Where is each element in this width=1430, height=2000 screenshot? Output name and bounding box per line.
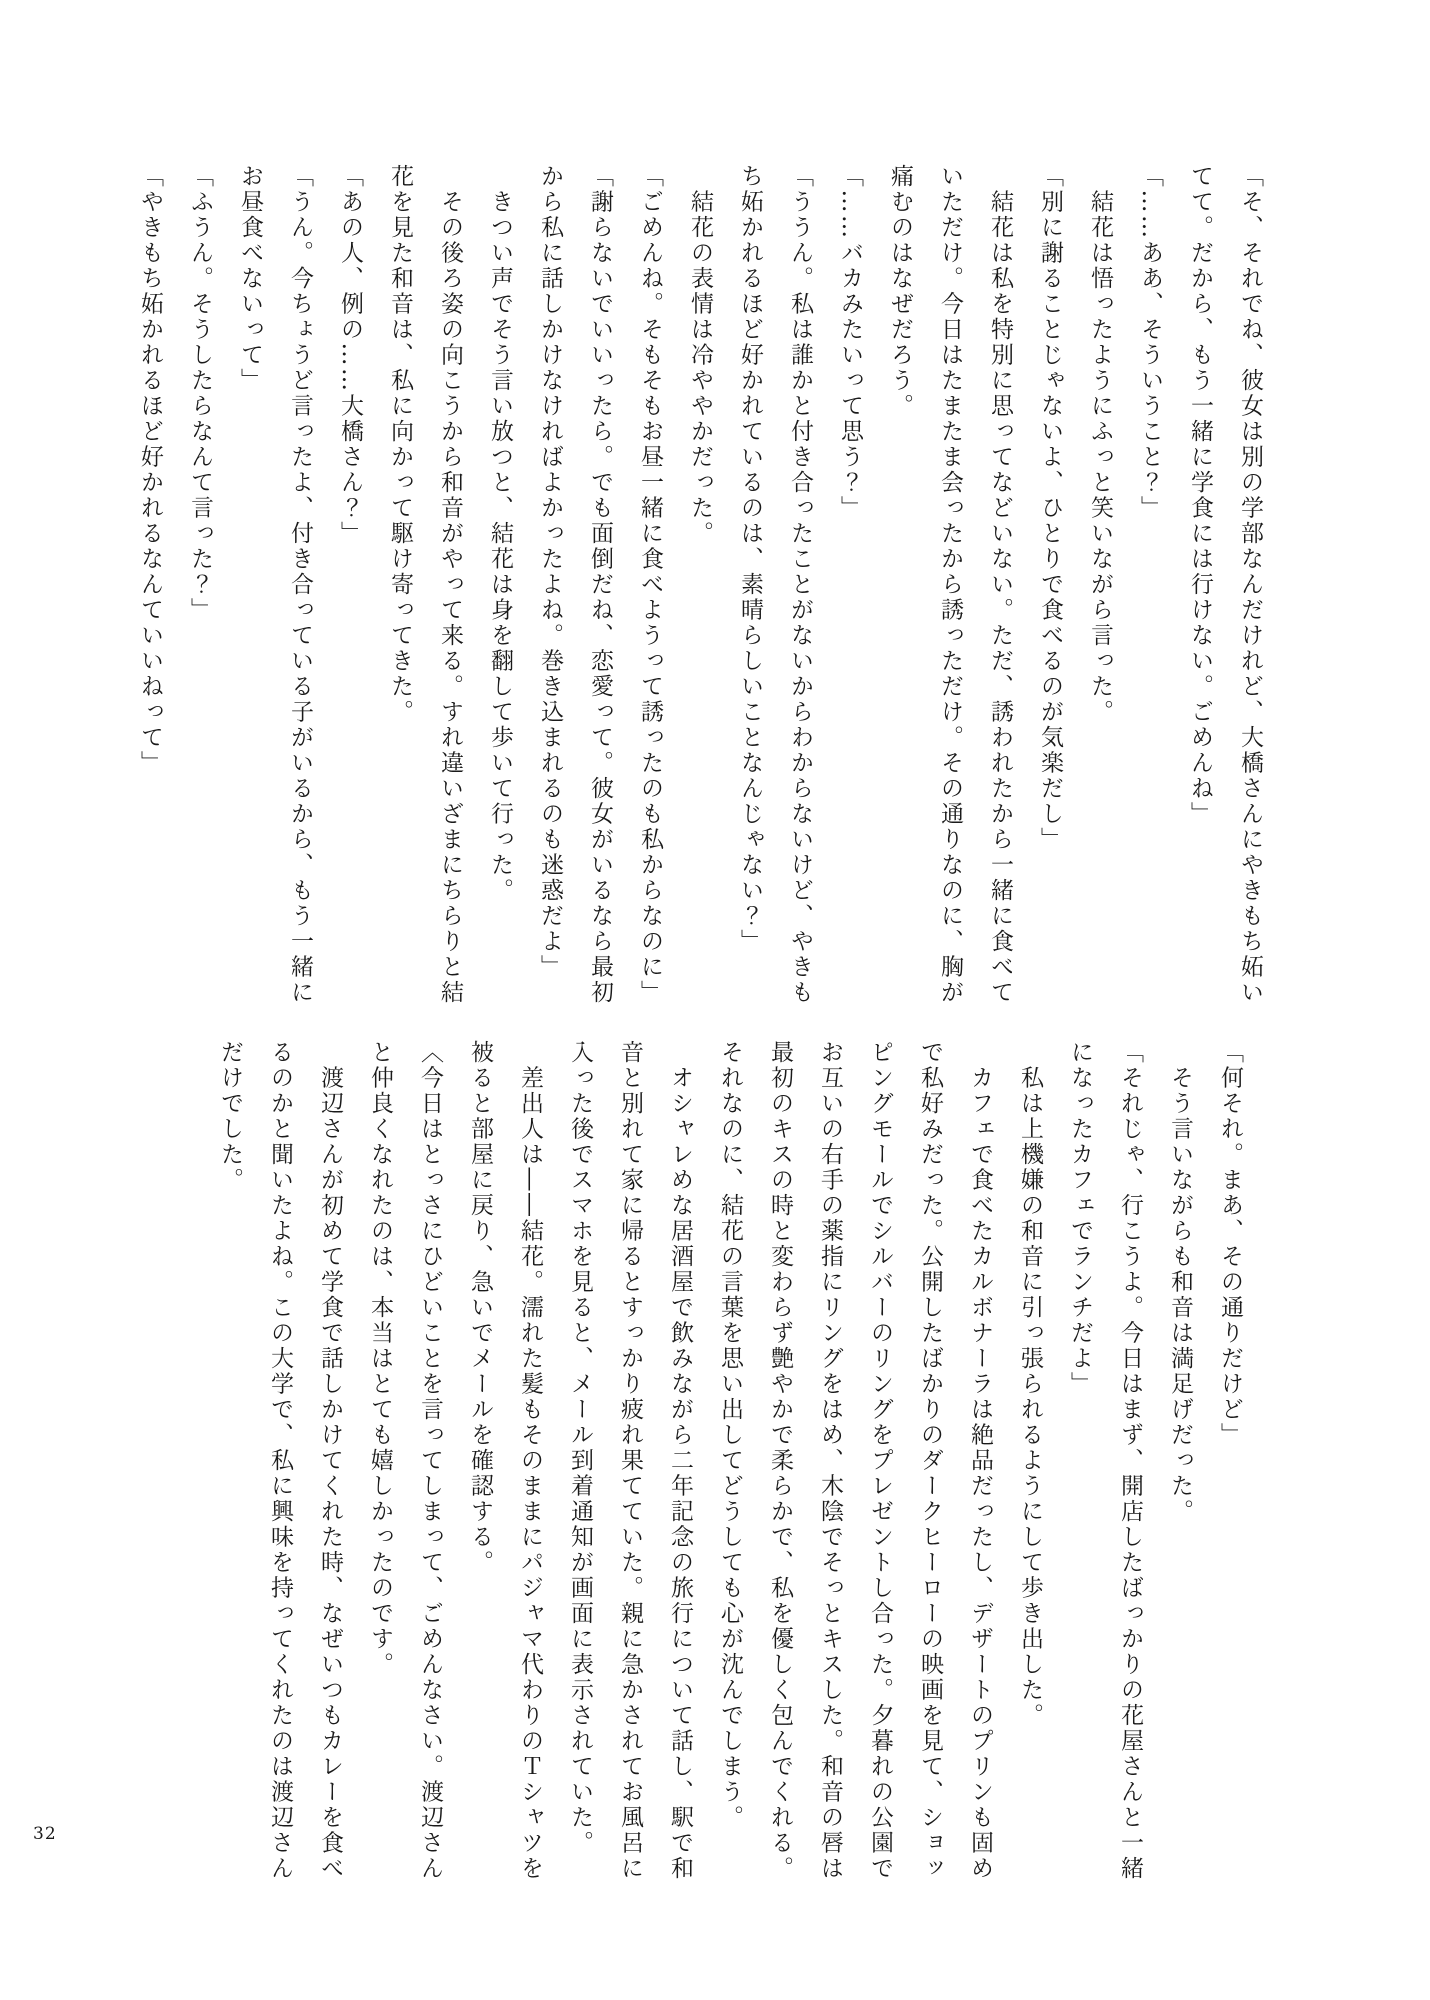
paragraph: 「それじゃ、行こうよ。今日はまず、開店したばっかりの花屋さんと一緒になったカフェでランチだよ」 xyxy=(1067,1040,1143,1882)
paragraph: オシャレめな居酒屋で飲みながら二年記念の旅行について話し、駅で和音と別れて家に帰るとすっかり疲れ果てていた。親に急かされてお風呂に入った後でスマホを見ると、メール到着通知が画面に表示されていた。 xyxy=(567,1040,693,1882)
paragraph: 私は上機嫌の和音に引っ張られるようにして歩き出した。 xyxy=(1017,1040,1043,1729)
paragraph: 結花は悟ったようにふっと笑いながら言った。 xyxy=(1087,164,1113,725)
paragraph: 結花の表情は冷ややかだった。 xyxy=(687,164,713,547)
paragraph: 「……ああ、そういうこと？」 xyxy=(1137,164,1163,521)
paragraph: 「あの人、例の……大橋さん？」 xyxy=(337,164,363,547)
page-number: 32 xyxy=(33,1824,57,1844)
paragraph: 「うん。今ちょうど言ったよ、付き合っている子がいるから、もう一緒にお昼食べないって」 xyxy=(237,164,313,1006)
paragraph: そう言いながらも和音は満足げだった。 xyxy=(1167,1040,1193,1525)
paragraph: 「ううん。私は誰かと付き合ったことがないからわからないけど、やきもち妬かれるほど好かれているのは、素晴らしいことなんじゃない？」 xyxy=(737,164,813,1006)
paragraph: 「ふうん。そうしたらなんて言った？」 xyxy=(187,164,213,623)
paragraph: 〈今日はとっさにひどいことを言ってしまって、ごめんなさい。渡辺さんと仲良くなれたのは、本当はとても嬉しかったのです。 xyxy=(367,1040,443,1882)
paragraph: 差出人は――結花。濡れた髪もそのままにパジャマ代わりのＴシャツを被ると部屋に戻り、急いでメールを確認する。 xyxy=(467,1040,543,1882)
paragraph: 「別に謝ることじゃないよ、ひとりで食べるのが気楽だし」 xyxy=(1037,164,1063,853)
paragraph: 渡辺さんが初めて学食で話しかけてくれた時、なぜいつもカレーを食べるのかと聞いたよね。この大学で、私に興味を持ってくれたのは渡辺さんだけでした。 xyxy=(217,1040,343,1882)
story-section-bottom xyxy=(205,1040,1255,1885)
paragraph: カフェで食べたカルボナーラは絶品だったし、デザートのプリンも固めで私好みだった。公開したばかりのダークヒーローの映画を見て、ショッピングモールでシルバーのリングをプレゼントし合った。夕暮れの公園でお互いの右手の薬指にリングをはめ、木陰でそっとキスした。和音の唇は最初のキスの時と変わらず艶やかで柔らかで、私を優しく包んでくれる。それなのに、結花の言葉を思い出してどうしても心が沈んでしまう。 xyxy=(717,1040,993,1882)
paragraph: 「何それ。まあ、その通りだけど」 xyxy=(1217,1040,1243,1448)
paragraph: 「やきもち妬かれるほど好かれるなんていいねって」 xyxy=(137,164,163,776)
paragraph: 「そ、それでね、彼女は別の学部なんだけれど、大橋さんにやきもち妬いてて。だから、もう一緒に学食には行けない。ごめんね」 xyxy=(1187,164,1263,1006)
paragraph: 「……バカみたいって思う？」 xyxy=(837,164,863,521)
story-section-top xyxy=(125,164,1275,1009)
paragraph: 「ごめんね。そもそもお昼一緒に食べようって誘ったのも私からなのに」 xyxy=(637,164,663,1006)
paragraph: 「謝らないでいいったら。でも面倒だね、恋愛って。彼女がいるなら最初から私に話しかけなければよかったよね。巻き込まれるのも迷惑だよ」 xyxy=(537,164,613,1006)
paragraph: きつい声でそう言い放つと、結花は身を翻して歩いて行った。 xyxy=(487,164,513,904)
paragraph: 結花は私を特別に思ってなどいない。ただ、誘われたから一緒に食べていただけ。今日はたまたま会ったから誘っただけ。その通りなのに、胸が痛むのはなぜだろう。 xyxy=(887,164,1013,1006)
paragraph: その後ろ姿の向こうから和音がやって来る。すれ違いざまにちらりと結花を見た和音は、私に向かって駆け寄ってきた。 xyxy=(387,164,463,1006)
